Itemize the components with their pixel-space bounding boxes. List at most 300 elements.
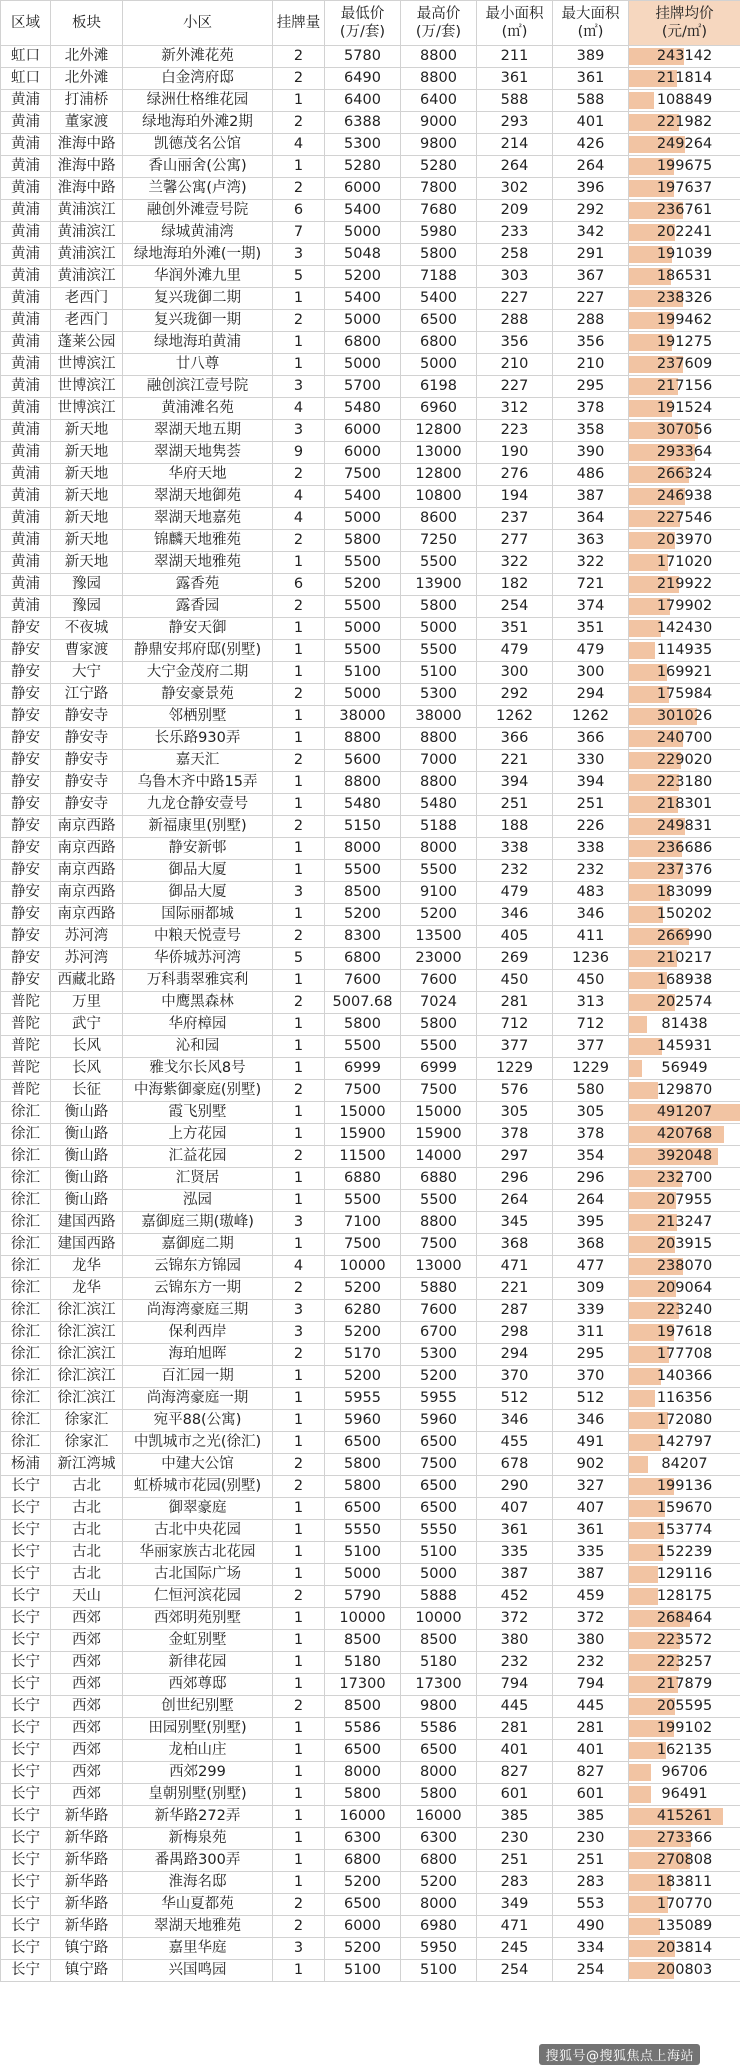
cell-min-price: 5100 bbox=[325, 662, 401, 684]
cell-max-area: 378 bbox=[553, 398, 629, 420]
table-row bbox=[1, 1366, 740, 1388]
cell-min-area: 370 bbox=[477, 1366, 553, 1388]
cell-max-price: 5188 bbox=[401, 816, 477, 838]
cell-listing-count: 1 bbox=[273, 1564, 325, 1586]
cell-avg-price bbox=[629, 1740, 740, 1762]
cell-listing-count: 1 bbox=[273, 970, 325, 992]
cell-community: 中鹰黑森林 bbox=[123, 992, 273, 1014]
avg-price-value: 207955 bbox=[656, 1192, 713, 1208]
cell-district: 徐汇 bbox=[1, 1168, 51, 1190]
cell-max-price: 6800 bbox=[401, 1850, 477, 1872]
table-row bbox=[1, 222, 740, 244]
cell-community: 翠湖天地雅苑 bbox=[123, 1916, 273, 1938]
avg-price-value: 223240 bbox=[656, 1302, 713, 1318]
cell-sector: 新天地 bbox=[51, 464, 123, 486]
cell-listing-count: 2 bbox=[273, 1454, 325, 1476]
avg-price-value: 153774 bbox=[656, 1522, 713, 1538]
cell-min-area: 283 bbox=[477, 1872, 553, 1894]
cell-max-area: 313 bbox=[553, 992, 629, 1014]
cell-max-price: 6300 bbox=[401, 1828, 477, 1850]
cell-district: 虹口 bbox=[1, 46, 51, 68]
cell-min-price: 5400 bbox=[325, 288, 401, 310]
cell-max-area: 361 bbox=[553, 68, 629, 90]
cell-listing-count: 1 bbox=[273, 354, 325, 376]
cell-min-price: 8000 bbox=[325, 838, 401, 860]
cell-listing-count: 9 bbox=[273, 442, 325, 464]
table-row bbox=[1, 1212, 740, 1234]
table-row bbox=[1, 1718, 740, 1740]
cell-community: 露香苑 bbox=[123, 574, 273, 596]
cell-max-price: 5960 bbox=[401, 1410, 477, 1432]
cell-min-price: 10000 bbox=[325, 1608, 401, 1630]
avg-price-value: 420768 bbox=[656, 1126, 713, 1142]
cell-avg-price bbox=[629, 1432, 740, 1454]
avg-price-value: 307056 bbox=[656, 422, 713, 438]
cell-district: 黄浦 bbox=[1, 354, 51, 376]
table-body bbox=[1, 46, 740, 1982]
cell-max-price: 5100 bbox=[401, 1542, 477, 1564]
avg-price-value: 227546 bbox=[656, 510, 713, 526]
cell-max-price: 8800 bbox=[401, 1212, 477, 1234]
cell-district: 黄浦 bbox=[1, 310, 51, 332]
cell-min-price: 5500 bbox=[325, 596, 401, 618]
cell-avg-price bbox=[629, 772, 740, 794]
cell-listing-count: 1 bbox=[273, 1520, 325, 1542]
cell-avg-price bbox=[629, 618, 740, 640]
cell-max-area: 354 bbox=[553, 1146, 629, 1168]
cell-max-price: 8800 bbox=[401, 68, 477, 90]
avg-price-value: 108849 bbox=[656, 92, 713, 108]
cell-district: 黄浦 bbox=[1, 90, 51, 112]
cell-district: 静安 bbox=[1, 618, 51, 640]
cell-max-area: 296 bbox=[553, 1168, 629, 1190]
cell-min-area: 372 bbox=[477, 1608, 553, 1630]
cell-sector: 南京西路 bbox=[51, 904, 123, 926]
cell-max-price: 6500 bbox=[401, 1476, 477, 1498]
cell-avg-price bbox=[629, 1718, 740, 1740]
cell-max-area: 491 bbox=[553, 1432, 629, 1454]
cell-min-price: 5600 bbox=[325, 750, 401, 772]
cell-sector: 豫园 bbox=[51, 596, 123, 618]
cell-community: 锦麟天地雅苑 bbox=[123, 530, 273, 552]
cell-min-price: 5586 bbox=[325, 1718, 401, 1740]
cell-sector: 徐家汇 bbox=[51, 1410, 123, 1432]
table-row bbox=[1, 266, 740, 288]
cell-min-area: 1229 bbox=[477, 1058, 553, 1080]
cell-community: 御品大厦 bbox=[123, 882, 273, 904]
cell-max-price: 5550 bbox=[401, 1520, 477, 1542]
cell-listing-count: 2 bbox=[273, 926, 325, 948]
table-row bbox=[1, 1784, 740, 1806]
cell-max-area: 1236 bbox=[553, 948, 629, 970]
cell-avg-price bbox=[629, 1850, 740, 1872]
table-row bbox=[1, 1652, 740, 1674]
avg-price-value: 128175 bbox=[656, 1588, 713, 1604]
cell-listing-count: 1 bbox=[273, 1542, 325, 1564]
cell-district: 普陀 bbox=[1, 1080, 51, 1102]
cell-max-price: 16000 bbox=[401, 1806, 477, 1828]
cell-max-area: 358 bbox=[553, 420, 629, 442]
cell-avg-price bbox=[629, 1454, 740, 1476]
avg-price-value: 217879 bbox=[656, 1676, 713, 1692]
cell-sector: 西郊 bbox=[51, 1740, 123, 1762]
cell-district: 长宁 bbox=[1, 1828, 51, 1850]
cell-max-area: 794 bbox=[553, 1674, 629, 1696]
cell-sector: 淮海中路 bbox=[51, 156, 123, 178]
cell-avg-price bbox=[629, 398, 740, 420]
cell-max-area: 477 bbox=[553, 1256, 629, 1278]
cell-max-area: 363 bbox=[553, 530, 629, 552]
cell-min-price: 5100 bbox=[325, 1960, 401, 1982]
cell-district: 静安 bbox=[1, 728, 51, 750]
cell-min-price: 5280 bbox=[325, 156, 401, 178]
cell-max-price: 6500 bbox=[401, 1498, 477, 1520]
cell-listing-count: 1 bbox=[273, 1102, 325, 1124]
avg-price-value: 205595 bbox=[656, 1698, 713, 1714]
avg-price-value: 217156 bbox=[656, 378, 713, 394]
cell-max-area: 254 bbox=[553, 1960, 629, 1982]
cell-avg-price bbox=[629, 1014, 740, 1036]
cell-community: 西郊尊邸 bbox=[123, 1674, 273, 1696]
cell-community: 静安天御 bbox=[123, 618, 273, 640]
cell-min-price: 6800 bbox=[325, 332, 401, 354]
cell-min-area: 338 bbox=[477, 838, 553, 860]
cell-sector: 老西门 bbox=[51, 288, 123, 310]
table-row bbox=[1, 332, 740, 354]
table-row bbox=[1, 794, 740, 816]
cell-sector: 徐汇滨江 bbox=[51, 1344, 123, 1366]
avg-price-value: 150202 bbox=[656, 906, 713, 922]
cell-community: 绿地海珀外滩(一期) bbox=[123, 244, 273, 266]
cell-sector: 新华路 bbox=[51, 1850, 123, 1872]
cell-min-area: 601 bbox=[477, 1784, 553, 1806]
cell-min-area: 277 bbox=[477, 530, 553, 552]
cell-district: 黄浦 bbox=[1, 156, 51, 178]
cell-district: 长宁 bbox=[1, 1916, 51, 1938]
cell-sector: 蓬莱公园 bbox=[51, 332, 123, 354]
cell-avg-price bbox=[629, 1872, 740, 1894]
cell-min-area: 292 bbox=[477, 684, 553, 706]
cell-max-area: 387 bbox=[553, 1564, 629, 1586]
cell-min-area: 303 bbox=[477, 266, 553, 288]
cell-district: 徐汇 bbox=[1, 1410, 51, 1432]
cell-avg-price bbox=[629, 1322, 740, 1344]
cell-listing-count: 2 bbox=[273, 1278, 325, 1300]
cell-district: 黄浦 bbox=[1, 398, 51, 420]
cell-sector: 衡山路 bbox=[51, 1168, 123, 1190]
table-row bbox=[1, 1432, 740, 1454]
cell-district: 静安 bbox=[1, 684, 51, 706]
cell-community: 宛平88(公寓) bbox=[123, 1410, 273, 1432]
table-row bbox=[1, 1520, 740, 1542]
cell-district: 长宁 bbox=[1, 1784, 51, 1806]
cell-max-price: 7500 bbox=[401, 1080, 477, 1102]
cell-min-price: 5955 bbox=[325, 1388, 401, 1410]
avg-price-value: 270808 bbox=[656, 1852, 713, 1868]
cell-max-area: 553 bbox=[553, 1894, 629, 1916]
cell-avg-price bbox=[629, 926, 740, 948]
cell-max-area: 372 bbox=[553, 1608, 629, 1630]
avg-price-value: 96706 bbox=[661, 1764, 708, 1780]
cell-community: 绿地海珀外滩2期 bbox=[123, 112, 273, 134]
cell-district: 静安 bbox=[1, 860, 51, 882]
cell-listing-count: 2 bbox=[273, 464, 325, 486]
cell-max-area: 283 bbox=[553, 1872, 629, 1894]
cell-community: 融创滨江壹号院 bbox=[123, 376, 273, 398]
table-row bbox=[1, 1608, 740, 1630]
cell-avg-price bbox=[629, 1146, 740, 1168]
cell-sector: 静安寺 bbox=[51, 728, 123, 750]
cell-min-area: 188 bbox=[477, 816, 553, 838]
cell-district: 静安 bbox=[1, 816, 51, 838]
cell-min-area: 345 bbox=[477, 1212, 553, 1234]
cell-listing-count: 3 bbox=[273, 1300, 325, 1322]
cell-max-price: 7500 bbox=[401, 1454, 477, 1476]
cell-sector: 新江湾城 bbox=[51, 1454, 123, 1476]
cell-max-price: 7000 bbox=[401, 750, 477, 772]
cell-sector: 黄浦滨江 bbox=[51, 222, 123, 244]
cell-min-area: 296 bbox=[477, 1168, 553, 1190]
cell-listing-count: 1 bbox=[273, 794, 325, 816]
cell-district: 长宁 bbox=[1, 1652, 51, 1674]
cell-max-area: 292 bbox=[553, 200, 629, 222]
cell-max-area: 483 bbox=[553, 882, 629, 904]
cell-min-area: 233 bbox=[477, 222, 553, 244]
cell-listing-count: 2 bbox=[273, 1894, 325, 1916]
cell-district: 黄浦 bbox=[1, 376, 51, 398]
cell-max-price: 6700 bbox=[401, 1322, 477, 1344]
cell-max-area: 356 bbox=[553, 332, 629, 354]
avg-price-value: 179902 bbox=[656, 598, 713, 614]
avg-price-value: 246938 bbox=[656, 488, 713, 504]
cell-avg-price bbox=[629, 1586, 740, 1608]
avg-price-value: 213247 bbox=[656, 1214, 713, 1230]
cell-district: 徐汇 bbox=[1, 1344, 51, 1366]
avg-price-value: 249831 bbox=[656, 818, 713, 834]
table-row bbox=[1, 1960, 740, 1982]
cell-max-area: 232 bbox=[553, 860, 629, 882]
cell-avg-price bbox=[629, 1894, 740, 1916]
cell-min-price: 8800 bbox=[325, 728, 401, 750]
cell-max-price: 5500 bbox=[401, 1036, 477, 1058]
cell-community: 白金湾府邸 bbox=[123, 68, 273, 90]
cell-min-price: 5960 bbox=[325, 1410, 401, 1432]
cell-district: 长宁 bbox=[1, 1586, 51, 1608]
cell-avg-price bbox=[629, 310, 740, 332]
cell-listing-count: 2 bbox=[273, 816, 325, 838]
header-avg-price: 挂牌均价 (元/㎡) bbox=[629, 1, 740, 46]
cell-community: 金虹别墅 bbox=[123, 1630, 273, 1652]
table-row bbox=[1, 1476, 740, 1498]
cell-district: 徐汇 bbox=[1, 1388, 51, 1410]
table-row bbox=[1, 1586, 740, 1608]
cell-min-price: 8300 bbox=[325, 926, 401, 948]
table-row bbox=[1, 398, 740, 420]
cell-sector: 万里 bbox=[51, 992, 123, 1014]
cell-listing-count: 7 bbox=[273, 222, 325, 244]
cell-max-area: 295 bbox=[553, 1344, 629, 1366]
cell-min-area: 361 bbox=[477, 68, 553, 90]
cell-min-area: 471 bbox=[477, 1256, 553, 1278]
cell-sector: 南京西路 bbox=[51, 860, 123, 882]
cell-district: 黄浦 bbox=[1, 596, 51, 618]
cell-community: 田园别墅(别墅) bbox=[123, 1718, 273, 1740]
cell-max-price: 7600 bbox=[401, 970, 477, 992]
cell-min-area: 269 bbox=[477, 948, 553, 970]
cell-listing-count: 1 bbox=[273, 1014, 325, 1036]
avg-price-value: 142430 bbox=[656, 620, 713, 636]
cell-max-price: 5800 bbox=[401, 244, 477, 266]
cell-sector: 衡山路 bbox=[51, 1190, 123, 1212]
cell-district: 徐汇 bbox=[1, 1124, 51, 1146]
cell-min-area: 368 bbox=[477, 1234, 553, 1256]
cell-district: 黄浦 bbox=[1, 288, 51, 310]
cell-min-area: 305 bbox=[477, 1102, 553, 1124]
cell-min-price: 8500 bbox=[325, 882, 401, 904]
cell-community: 新外滩花苑 bbox=[123, 46, 273, 68]
cell-listing-count: 3 bbox=[273, 244, 325, 266]
cell-min-price: 5000 bbox=[325, 684, 401, 706]
cell-sector: 徐家汇 bbox=[51, 1432, 123, 1454]
cell-district: 静安 bbox=[1, 882, 51, 904]
cell-max-price: 5280 bbox=[401, 156, 477, 178]
cell-avg-price bbox=[629, 838, 740, 860]
cell-avg-price bbox=[629, 1102, 740, 1124]
cell-listing-count: 1 bbox=[273, 1608, 325, 1630]
cell-max-price: 10000 bbox=[401, 1608, 477, 1630]
cell-max-area: 366 bbox=[553, 728, 629, 750]
table-row bbox=[1, 530, 740, 552]
cell-community: 复兴珑御二期 bbox=[123, 288, 273, 310]
cell-min-price: 5800 bbox=[325, 1454, 401, 1476]
cell-district: 长宁 bbox=[1, 1476, 51, 1498]
cell-min-price: 6880 bbox=[325, 1168, 401, 1190]
cell-max-price: 5500 bbox=[401, 860, 477, 882]
cell-listing-count: 4 bbox=[273, 486, 325, 508]
cell-district: 普陀 bbox=[1, 1014, 51, 1036]
cell-community: 大宁金茂府二期 bbox=[123, 662, 273, 684]
cell-community: 九龙仓静安壹号 bbox=[123, 794, 273, 816]
cell-community: 凯德茂名公馆 bbox=[123, 134, 273, 156]
cell-min-area: 254 bbox=[477, 1960, 553, 1982]
table-header-row bbox=[1, 1, 740, 46]
cell-min-price: 7500 bbox=[325, 1234, 401, 1256]
cell-avg-price bbox=[629, 354, 740, 376]
cell-district: 黄浦 bbox=[1, 530, 51, 552]
cell-max-area: 479 bbox=[553, 640, 629, 662]
cell-community: 新华路272弄 bbox=[123, 1806, 273, 1828]
cell-max-price: 8000 bbox=[401, 1762, 477, 1784]
cell-max-price: 5000 bbox=[401, 354, 477, 376]
cell-district: 长宁 bbox=[1, 1938, 51, 1960]
table-row bbox=[1, 1850, 740, 1872]
cell-min-price: 5000 bbox=[325, 618, 401, 640]
cell-avg-price bbox=[629, 1080, 740, 1102]
cell-avg-price bbox=[629, 970, 740, 992]
cell-sector: 大宁 bbox=[51, 662, 123, 684]
cell-min-price: 5200 bbox=[325, 266, 401, 288]
cell-max-price: 5200 bbox=[401, 904, 477, 926]
cell-max-area: 295 bbox=[553, 376, 629, 398]
cell-min-area: 209 bbox=[477, 200, 553, 222]
cell-min-price: 5500 bbox=[325, 1190, 401, 1212]
avg-price-value: 203915 bbox=[656, 1236, 713, 1252]
cell-community: 沁和园 bbox=[123, 1036, 273, 1058]
cell-listing-count: 1 bbox=[273, 1652, 325, 1674]
cell-max-area: 281 bbox=[553, 1718, 629, 1740]
cell-community: 古北国际广场 bbox=[123, 1564, 273, 1586]
cell-max-price: 9100 bbox=[401, 882, 477, 904]
cell-avg-price bbox=[629, 1784, 740, 1806]
avg-price-value: 392048 bbox=[656, 1148, 713, 1164]
cell-max-area: 389 bbox=[553, 46, 629, 68]
cell-max-price: 7250 bbox=[401, 530, 477, 552]
cell-min-price: 7500 bbox=[325, 1080, 401, 1102]
cell-sector: 古北 bbox=[51, 1498, 123, 1520]
cell-community: 古北中央花园 bbox=[123, 1520, 273, 1542]
cell-avg-price bbox=[629, 552, 740, 574]
cell-min-price: 6500 bbox=[325, 1894, 401, 1916]
cell-min-price: 5400 bbox=[325, 486, 401, 508]
cell-max-area: 450 bbox=[553, 970, 629, 992]
avg-price-value: 237376 bbox=[656, 862, 713, 878]
cell-min-area: 297 bbox=[477, 1146, 553, 1168]
cell-max-price: 9800 bbox=[401, 1696, 477, 1718]
cell-community: 嘉御庭二期 bbox=[123, 1234, 273, 1256]
cell-avg-price bbox=[629, 1388, 740, 1410]
avg-price-value: 159670 bbox=[656, 1500, 713, 1516]
table-row bbox=[1, 1344, 740, 1366]
cell-min-area: 346 bbox=[477, 904, 553, 926]
cell-avg-price bbox=[629, 222, 740, 244]
cell-district: 长宁 bbox=[1, 1806, 51, 1828]
cell-min-area: 512 bbox=[477, 1388, 553, 1410]
cell-min-area: 210 bbox=[477, 354, 553, 376]
avg-price-value: 177708 bbox=[656, 1346, 713, 1362]
cell-sector: 静安寺 bbox=[51, 794, 123, 816]
cell-district: 静安 bbox=[1, 794, 51, 816]
cell-max-area: 377 bbox=[553, 1036, 629, 1058]
cell-max-price: 6980 bbox=[401, 1916, 477, 1938]
cell-avg-price bbox=[629, 266, 740, 288]
cell-sector: 江宁路 bbox=[51, 684, 123, 706]
cell-max-price: 15000 bbox=[401, 1102, 477, 1124]
table-row bbox=[1, 1806, 740, 1828]
cell-min-price: 5480 bbox=[325, 794, 401, 816]
cell-max-price: 38000 bbox=[401, 706, 477, 728]
cell-min-price: 5048 bbox=[325, 244, 401, 266]
cell-max-price: 5800 bbox=[401, 596, 477, 618]
cell-max-area: 338 bbox=[553, 838, 629, 860]
cell-avg-price bbox=[629, 1564, 740, 1586]
cell-min-area: 223 bbox=[477, 420, 553, 442]
cell-max-area: 346 bbox=[553, 904, 629, 926]
cell-sector: 黄浦滨江 bbox=[51, 266, 123, 288]
avg-price-value: 172080 bbox=[656, 1412, 713, 1428]
cell-community: 嘉天汇 bbox=[123, 750, 273, 772]
cell-min-area: 455 bbox=[477, 1432, 553, 1454]
cell-min-price: 5780 bbox=[325, 46, 401, 68]
cell-max-price: 13000 bbox=[401, 442, 477, 464]
cell-sector: 世博滨江 bbox=[51, 398, 123, 420]
cell-min-area: 237 bbox=[477, 508, 553, 530]
cell-community: 邻栖别墅 bbox=[123, 706, 273, 728]
cell-community: 绿地海珀黄浦 bbox=[123, 332, 273, 354]
table-row bbox=[1, 376, 740, 398]
cell-avg-price bbox=[629, 68, 740, 90]
cell-avg-price bbox=[629, 442, 740, 464]
cell-max-area: 264 bbox=[553, 156, 629, 178]
